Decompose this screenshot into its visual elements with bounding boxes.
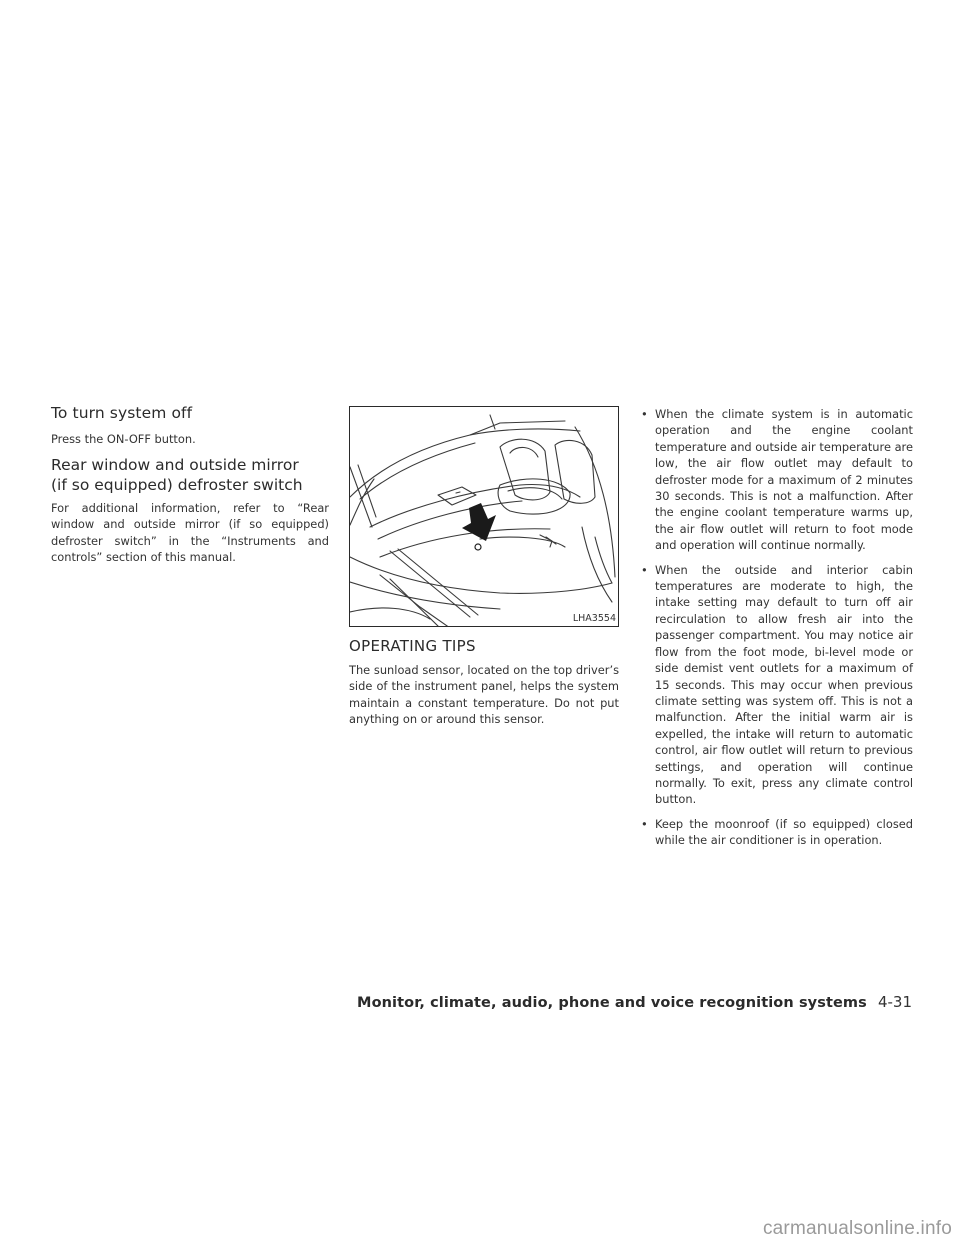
list-item: • When the outside and interior cabin temperatures are moderate to high, the intake setting may default to turn off air recirculation to allow fresh air into the passenger compartment. You may notice air flow from the foot mode, bi-level mode or side demist vent outlets for a maximum of 15 seconds. This may occur when previous climate setting was system off. This is not a malfunction. After the initial warm air is expelled, the intake will return to automatic control, air flow outlet will return to previous settings, and operation will continue normally. To exit, press any climate control button. <box>636 562 913 808</box>
list-item: • Keep the moonroof (if so equipped) closed while the air conditioner is in operation. <box>636 816 913 849</box>
operating-tips-text: The sunload sensor, located on the top driver’s side of the instrument panel, helps the system maintain a constant temperature. Do not put anything on or around this sensor. <box>349 663 619 727</box>
illustration-figure <box>349 406 619 627</box>
tips-bullet-list <box>636 406 913 857</box>
subsection-heading: To turn system off <box>51 404 193 422</box>
page-footer <box>300 992 912 1014</box>
watermark-link[interactable]: carmanualsonline.info <box>762 1218 952 1239</box>
dashboard-illustration <box>350 407 619 627</box>
page-number: 4-31 <box>877 993 912 1011</box>
section-text: For additional information, refer to “Rear window and outside mirror (if so equipped) defroster switch” in the “Instruments and controls” section of this manual. <box>51 501 329 565</box>
operating-tips-heading: OPERATING TIPS <box>349 637 476 655</box>
subsection-text: Press the ON-OFF button. <box>51 432 196 446</box>
arrow-down-icon <box>462 503 496 541</box>
figure-code: LHA3554 <box>572 613 616 624</box>
list-item: • When the climate system is in automatic operation and the engine coolant temperature and outside air temperature are low, the air flow outlet may default to defroster mode for a maximum of 2 minutes 30 seconds. This is not a malfunction. After the engine coolant temperature warms up, the air flow outlet will return to foot mode and operation will continue normally. <box>636 406 913 554</box>
chapter-title: Monitor, climate, audio, phone and voice recognition systems <box>357 995 867 1011</box>
section-heading: Rear window and outside mirror (if so equipped) defroster switch <box>51 456 303 494</box>
